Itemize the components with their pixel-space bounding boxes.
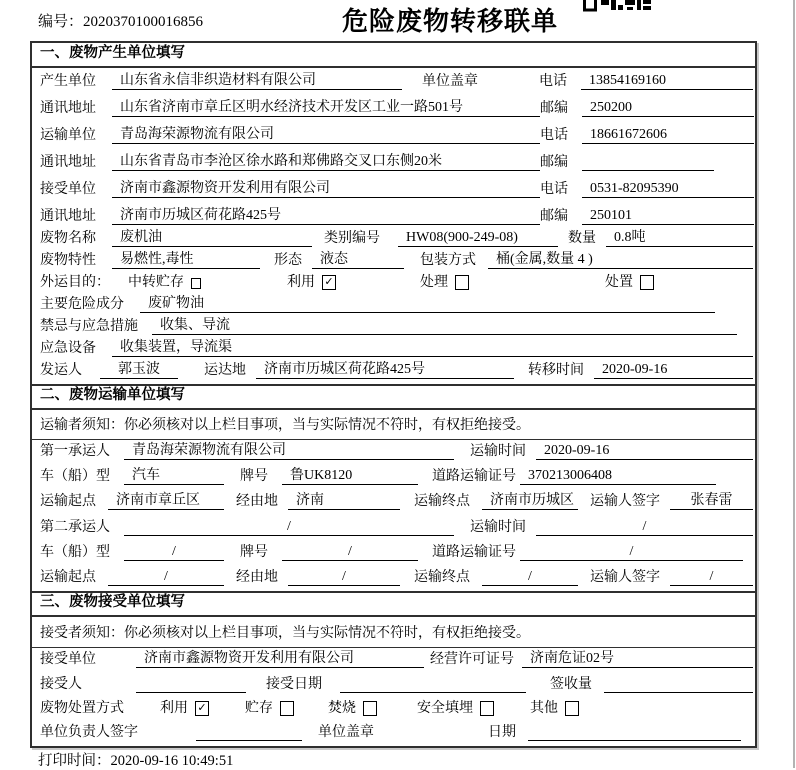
producer-unit-label: 产生单位	[40, 74, 96, 89]
purpose-option-transfer-storage	[128, 271, 201, 291]
packing-label: 包装方式	[420, 253, 476, 268]
origin1-label: 运输起点	[40, 494, 96, 509]
disposal-utilize-label: 利用	[160, 701, 188, 716]
first-carrier-label: 第一承运人	[40, 444, 110, 459]
quantity-label: 数量	[568, 231, 596, 246]
first-carrier-value: 青岛海荣源物流有限公司	[124, 439, 454, 460]
acceptor-value	[136, 692, 246, 693]
destination-label: 运达地	[204, 363, 246, 378]
waste-traits-label: 废物特性	[40, 253, 96, 268]
form-state-label: 形态	[274, 253, 302, 268]
via1-label: 经由地	[236, 494, 278, 509]
via2-value: /	[288, 569, 400, 586]
dispose-label: 处置	[605, 275, 633, 290]
plate1-label: 牌号	[240, 469, 268, 484]
disposal-option-store	[245, 697, 294, 717]
transport-phone-value: 18661672606	[582, 127, 754, 144]
accept-date-label: 接受日期	[266, 677, 322, 692]
producer-zip-label: 邮编	[540, 101, 568, 116]
row-first-carrier	[32, 440, 755, 465]
plate1-value: 鲁UK8120	[282, 464, 418, 485]
receive-zip-label: 邮编	[540, 209, 568, 224]
utilize-label: 利用	[287, 275, 315, 290]
row-receiver-notice	[32, 617, 755, 648]
vehicle-type2-value: /	[124, 544, 224, 561]
page-edge-line	[793, 0, 795, 768]
waste-traits-value: 易燃性,毒性	[112, 248, 260, 269]
waste-name-value: 废机油	[112, 226, 312, 247]
road-permit2-label: 道路运输证号	[432, 545, 516, 560]
date-label: 日期	[488, 725, 516, 740]
category-code-label: 类别编号	[324, 231, 380, 246]
transport-address-value: 山东省青岛市李沧区徐水路和郑佛路交叉口东侧20米	[112, 150, 540, 171]
checkbox-disposal-store	[280, 701, 294, 716]
receive-zip-value: 250101	[582, 208, 754, 225]
transfer-storage-label: 中转贮存	[128, 275, 184, 290]
checkbox-transfer-storage	[191, 278, 201, 289]
hazard-component-label: 主要危险成分	[40, 297, 124, 312]
acceptor-label: 接受人	[40, 677, 82, 692]
second-carrier-value: /	[124, 519, 454, 536]
row-responsible-signature	[32, 722, 755, 746]
responsible-sign-label: 单位负责人签字	[40, 725, 138, 740]
section1-header: 一、废物产生单位填写	[32, 43, 755, 68]
checkbox-treat	[455, 275, 469, 290]
print-time	[38, 749, 233, 770]
second-carrier-label: 第二承运人	[40, 520, 110, 535]
receive-address-label: 通讯地址	[40, 209, 96, 224]
transfer-time-label: 转移时间	[528, 363, 584, 378]
taboo-measures-value: 收集、导流	[152, 314, 737, 335]
waste-name-label: 废物名称	[40, 231, 96, 246]
receiver-notice-text: 接受者须知：你必须核对以上栏目事项，当与实际情况不符时，有权拒绝接受。	[40, 626, 530, 641]
road-permit1-value: 370213006408	[520, 468, 716, 485]
disposal-store-label: 贮存	[245, 701, 273, 716]
received-qty-label: 签收量	[550, 677, 592, 692]
form-state-value: 液态	[312, 248, 404, 269]
row-disposal-method	[32, 698, 755, 722]
endpoint1-label: 运输终点	[414, 494, 470, 509]
received-qty-value	[604, 692, 753, 693]
treat-label: 处理	[420, 275, 448, 290]
accept-date-value	[340, 692, 526, 693]
row-receive-unit	[32, 176, 755, 203]
section2-header: 二、废物运输单位填写	[32, 384, 755, 410]
producer-address-label: 通讯地址	[40, 101, 96, 116]
receive-unit-value: 济南市鑫源物资开发利用有限公司	[112, 177, 540, 198]
disposal-option-utilize	[160, 697, 209, 717]
disposal-option-other	[530, 697, 579, 717]
vehicle-type2-label: 车（船）型	[40, 545, 110, 560]
consignor-label: 发运人	[40, 363, 82, 378]
quantity-value: 0.8吨	[606, 226, 753, 247]
row-route1	[32, 490, 755, 515]
transport-unit-value: 青岛海荣源物流有限公司	[112, 123, 540, 144]
waste-transfer-form-table	[30, 41, 757, 748]
origin2-label: 运输起点	[40, 570, 96, 585]
origin1-value: 济南市章丘区	[108, 489, 224, 510]
road-permit2-value: /	[520, 544, 743, 561]
receive-unit-label: 接受单位	[40, 182, 96, 197]
transport-phone-label: 电话	[540, 128, 568, 143]
print-time-label: 打印时间：	[38, 753, 111, 769]
purpose-option-utilize	[287, 271, 336, 291]
destination-value: 济南市历城区荷花路425号	[256, 358, 514, 379]
vehicle-type1-label: 车（船）型	[40, 469, 110, 484]
qr-code-fragment-icon	[583, 0, 651, 12]
producer-unit-value: 山东省永信非织造材料有限公司	[112, 69, 402, 90]
category-code-value: HW08(900-249-08)	[398, 230, 558, 247]
receive-unit2-label: 接受单位	[40, 652, 96, 667]
via2-label: 经由地	[236, 570, 278, 585]
checkbox-disposal-incinerate	[363, 701, 377, 716]
carrier-sign2-label: 运输人签字	[590, 570, 660, 585]
endpoint2-value: /	[482, 569, 578, 586]
row-vehicle1	[32, 465, 755, 490]
disposal-option-landfill	[417, 697, 494, 717]
checkbox-dispose	[640, 275, 654, 290]
receive-unit2-value: 济南市鑫源物资开发利用有限公司	[136, 647, 424, 668]
emergency-equipment-label: 应急设备	[40, 341, 96, 356]
receive-phone-label: 电话	[540, 182, 568, 197]
transport-zip-label: 邮编	[540, 155, 568, 170]
purpose-option-treat	[420, 271, 469, 291]
disposal-landfill-label: 安全填埋	[417, 701, 473, 716]
row-receive-unit-confirm	[32, 648, 755, 673]
receive-address-value: 济南市历城区荷花路425号	[112, 204, 540, 225]
serial-number	[38, 10, 203, 31]
row-producer-address	[32, 95, 755, 122]
producer-phone-value: 13854169160	[581, 73, 753, 90]
checkbox-utilize: ✓	[322, 275, 336, 290]
row-transport-address	[32, 149, 755, 176]
serial-number-value: 2020370100016856	[83, 14, 204, 30]
unit-seal2-label: 单位盖章	[318, 725, 374, 740]
checkbox-disposal-landfill	[480, 701, 494, 716]
producer-phone-label: 电话	[539, 74, 567, 89]
plate2-label: 牌号	[240, 545, 268, 560]
row-acceptor	[32, 673, 755, 698]
receive-phone-value: 0531-82095390	[582, 181, 754, 198]
transport-address-label: 通讯地址	[40, 155, 96, 170]
transport-time1-value: 2020-09-16	[536, 443, 753, 460]
endpoint1-value: 济南市历城区	[482, 489, 578, 510]
transporter-notice-text: 运输者须知：你必须核对以上栏目事项，当与实际情况不符时，有权拒绝接受。	[40, 418, 530, 433]
checkbox-disposal-utilize: ✓	[195, 701, 209, 716]
vehicle-type1-value: 汽车	[124, 464, 224, 485]
row-route2	[32, 566, 755, 591]
carrier-sign1-label: 运输人签字	[590, 494, 660, 509]
transport-time1-label: 运输时间	[470, 444, 526, 459]
carrier-sign1-value: 张春雷	[670, 489, 753, 510]
transport-zip-value	[582, 170, 714, 171]
transport-time2-label: 运输时间	[470, 520, 526, 535]
disposal-method-label: 废物处置方式	[40, 701, 124, 716]
serial-number-label: 编号：	[38, 14, 84, 30]
plate2-value: /	[282, 544, 418, 561]
consignor-value: 郭玉波	[100, 358, 178, 379]
checkbox-disposal-other	[565, 701, 579, 716]
disposal-incinerate-label: 焚烧	[328, 701, 356, 716]
disposal-option-incinerate	[328, 697, 377, 717]
emergency-equipment-value: 收集装置，导流渠	[112, 336, 753, 357]
purpose-option-dispose	[605, 271, 654, 291]
row-vehicle2	[32, 541, 755, 566]
producer-address-value: 山东省济南市章丘区明水经济技术开发区工业一路501号	[112, 96, 540, 117]
license-number-label: 经营许可证号	[430, 652, 514, 667]
transport-time2-value: /	[536, 519, 753, 536]
origin2-value: /	[108, 569, 224, 586]
via1-value: 济南	[288, 489, 400, 510]
license-number-value: 济南危证02号	[522, 647, 753, 668]
row-second-carrier	[32, 515, 755, 541]
row-transporter-notice	[32, 410, 755, 440]
road-permit1-label: 道路运输证号	[432, 469, 516, 484]
transport-unit-label: 运输单位	[40, 128, 96, 143]
endpoint2-label: 运输终点	[414, 570, 470, 585]
packing-value: 桶(金属,数量 4 )	[488, 248, 753, 269]
date-value	[528, 740, 741, 741]
producer-zip-value: 250200	[582, 100, 754, 117]
row-consignor	[32, 362, 755, 384]
page-title: 危险废物转移联单	[341, 7, 559, 36]
hazard-component-value: 废矿物油	[140, 292, 715, 313]
carrier-sign2-value: /	[670, 569, 753, 586]
section3-header: 三、废物接受单位填写	[32, 591, 755, 617]
unit-seal-label: 单位盖章	[422, 74, 478, 89]
print-time-value: 2020-09-16 10:49:51	[110, 753, 234, 769]
transfer-purpose-label: 外运目的：	[40, 275, 110, 290]
taboo-measures-label: 禁忌与应急措施	[40, 319, 138, 334]
row-transport-unit	[32, 122, 755, 149]
responsible-sign-value	[196, 740, 302, 741]
transfer-time-value: 2020-09-16	[594, 362, 753, 379]
disposal-other-label: 其他	[530, 701, 558, 716]
row-producer-unit	[32, 68, 755, 95]
